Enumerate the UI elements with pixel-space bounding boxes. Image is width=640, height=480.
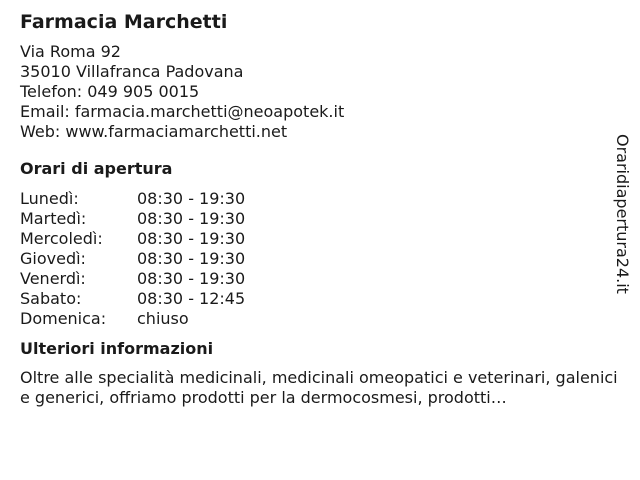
day-label: Sabato: — [20, 289, 82, 308]
day-label: Giovedì: — [20, 249, 86, 268]
hours-row-sunday — [20, 309, 620, 329]
hours-row-wednesday — [20, 229, 620, 249]
hours-row-monday — [20, 189, 620, 209]
hours-row-tuesday — [20, 209, 620, 229]
day-label: Martedì: — [20, 209, 87, 228]
time-value: 08:30 - 19:30 — [137, 209, 246, 228]
address-city: 35010 Villafranca Padovana — [20, 62, 244, 81]
day-label: Mercoledì: — [20, 229, 103, 248]
hours-row-saturday — [20, 289, 620, 309]
info-heading: Ulteriori informazioni — [20, 339, 214, 358]
time-value: chiuso — [137, 309, 189, 328]
time-value: 08:30 - 12:45 — [137, 289, 246, 308]
site-watermark — [612, 134, 638, 314]
time-value: 08:30 - 19:30 — [137, 269, 246, 288]
address-street: Via Roma 92 — [20, 42, 121, 61]
web-line: Web: www.farmaciamarchetti.net — [20, 122, 288, 141]
hours-row-thursday — [20, 249, 620, 269]
page-title: Farmacia Marchetti — [20, 11, 228, 33]
day-label: Domenica: — [20, 309, 107, 328]
email-line: Email: farmacia.marchetti@neoapotek.it — [20, 102, 345, 121]
info-text: Oltre alle specialità medicinali, medicinali omeopatici e veterinari, galenici e generici, offriamo prodotti per la dermocosmesi, prodotti… — [20, 368, 618, 407]
phone-line: Telefon: 049 905 0015 — [20, 82, 200, 101]
time-value: 08:30 - 19:30 — [137, 189, 246, 208]
hours-table — [20, 189, 620, 329]
pharmacy-card — [20, 10, 620, 408]
day-label: Lunedì: — [20, 189, 79, 208]
site-name: Oraridiapertura24.it — [613, 134, 632, 294]
time-value: 08:30 - 19:30 — [137, 229, 246, 248]
hours-row-friday — [20, 269, 620, 289]
day-label: Venerdì: — [20, 269, 86, 288]
time-value: 08:30 - 19:30 — [137, 249, 246, 268]
hours-heading: Orari di apertura — [20, 159, 173, 178]
